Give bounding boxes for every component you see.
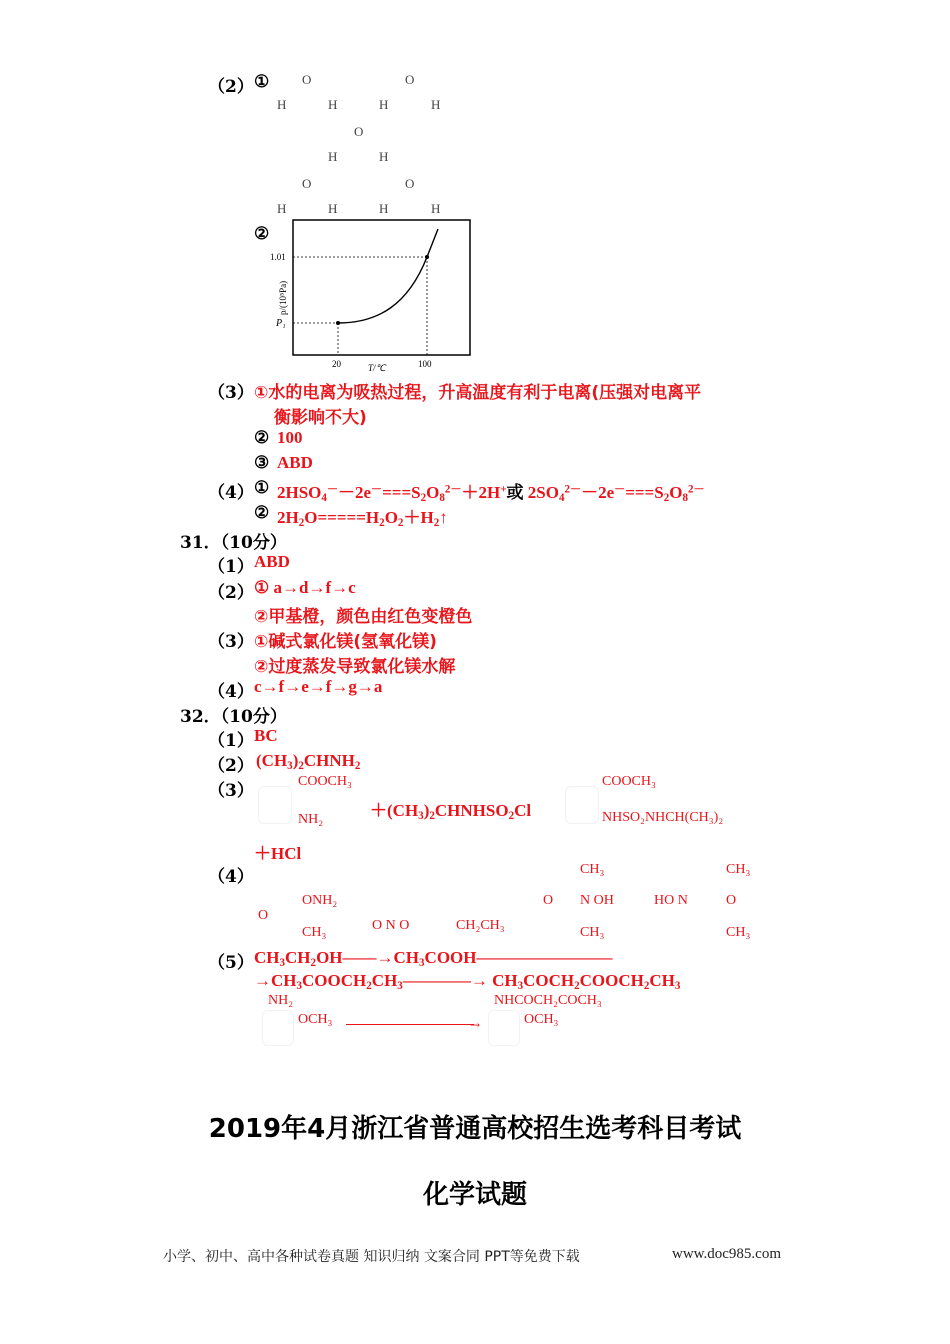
q30-part4-label: （4）	[208, 483, 254, 503]
q31-part3-label: （3）	[208, 632, 254, 652]
benzene-ring-icon	[262, 1010, 294, 1046]
struct-o: O	[258, 908, 269, 923]
q31-part4-answer: c→f→e→f→g→a	[254, 677, 383, 696]
q32-title: 32．（10分）	[180, 707, 287, 727]
benzene-ring-icon	[488, 1010, 520, 1046]
atom-h: H	[328, 97, 338, 112]
point-low	[336, 321, 340, 325]
struct-ch3: CH₃	[302, 925, 327, 940]
atom-h: H	[379, 97, 389, 112]
x-tick-100: 100	[418, 359, 432, 369]
q30-part3-sub2: ②	[254, 428, 270, 448]
q31-part3-answer1: ①碱式氯化镁(氢氧化镁)	[254, 632, 437, 652]
x-axis-label: T/℃	[368, 363, 386, 373]
y-tick-low: P₁	[276, 318, 286, 329]
struct-n-oh: N OH	[580, 893, 614, 908]
atom-h: H	[379, 149, 389, 164]
struct-ch2ch3: CH₂CH₃	[456, 918, 505, 933]
x-tick-20: 20	[332, 359, 341, 369]
exam-title: 2019年4月浙江省普通高校招生选考科目考试	[208, 1114, 742, 1144]
struct-ch3: CH₃	[726, 925, 751, 940]
vapor-pressure-curve	[338, 229, 438, 323]
struct-nhcoch2coch3: NHCOCH₂COCH₃	[494, 993, 602, 1008]
struct-och3: OCH₃	[524, 1012, 559, 1027]
q30-part2-label: （2）	[208, 77, 254, 97]
atom-o: O	[302, 176, 312, 191]
q32-part5-step2: $\to CH_3COOCH_2CH_3————\to$ $CH_3COCH_2COOCH_2CH_3$	[254, 971, 681, 992]
struct-ho-n: HO N	[654, 893, 688, 908]
y-tick-top: 1.01	[270, 252, 286, 262]
struct-o: O	[726, 893, 737, 908]
q32-part2-label: （2）	[208, 756, 254, 776]
substituent-nh2: NH₂	[298, 812, 324, 827]
footer-ad-text: 小学、初中、高中各种试卷真题 知识归纳 文案合同 PPT等免费下载	[163, 1249, 580, 1265]
exam-subject: 化学试题	[422, 1180, 527, 1210]
q32-part3-label: （3）	[208, 781, 254, 801]
q32-part1-label: （1）	[208, 731, 254, 751]
q32-part1-answer: BC	[254, 726, 278, 745]
struct-o: O	[543, 893, 554, 908]
footer-link[interactable]: www.doc985.com	[672, 1246, 782, 1262]
atom-h: H	[277, 201, 287, 216]
q30-part3-sub3: ③	[254, 453, 270, 473]
q32-part4-label: （4）	[208, 867, 254, 887]
struct-ch3: CH₃	[580, 925, 605, 940]
q32-part3-reagent: $+(CH_3)_2CHNHSO_2Cl$	[370, 801, 532, 822]
q30-part3-answer1: ①水的电离为吸热过程，升高温度有利于电离(压强对电离平	[254, 383, 702, 403]
substituent-nhso2: NHSO₂NHCH(CH₃)₂	[602, 810, 724, 825]
atom-h: H	[328, 149, 338, 164]
q31-part4-label: （4）	[208, 682, 254, 702]
q30-part3-answer3: ABD	[277, 453, 313, 472]
atom-o: O	[405, 176, 415, 191]
substituent-cooch3: COOCH₃	[602, 774, 656, 789]
atom-o: O	[354, 124, 364, 139]
q30-part2-sub1: ①	[254, 72, 270, 92]
point-high	[425, 255, 429, 259]
y-axis-label: p/(10⁵Pa)	[278, 280, 288, 315]
q32-part5-label: （5）	[208, 953, 254, 973]
struct-ch3: CH₃	[726, 862, 751, 877]
arrow-head-icon: →	[470, 1018, 481, 1032]
q31-part1-label: （1）	[208, 557, 254, 577]
q31-title: 31．（10分）	[180, 533, 287, 553]
benzene-ring-icon	[258, 786, 292, 824]
q31-part1-answer: ABD	[254, 552, 290, 571]
q31-part2-label: （2）	[208, 583, 254, 603]
struct-o-n-o: O N O	[372, 918, 410, 933]
q30-part4-sub1: ①	[254, 478, 270, 498]
reaction-arrow	[346, 1024, 474, 1025]
atom-h: H	[277, 97, 287, 112]
struct-onh2: ONH₂	[302, 893, 338, 908]
atom-o: O	[302, 72, 312, 87]
q31-part3-answer2: ②过度蒸发导致氯化镁水解	[254, 657, 456, 677]
q31-part2-answer2: ②甲基橙，颜色由红色变橙色	[254, 607, 473, 627]
atom-o: O	[405, 72, 415, 87]
q32-part5-step1: $CH_3CH_2OH——\to CH_3COOH————————$	[254, 948, 613, 969]
struct-nh2: NH₂	[268, 993, 294, 1008]
q32-part2-answer: $(CH_3)_2CHNH_2$	[256, 751, 361, 772]
atom-h: H	[431, 201, 441, 216]
q30-part3-answer2: 100	[277, 428, 303, 447]
q30-part3-label: （3）	[208, 383, 254, 403]
struct-och3: OCH₃	[298, 1012, 333, 1027]
atom-h: H	[328, 201, 338, 216]
atom-h: H	[379, 201, 389, 216]
q30-part3-answer1-cont: 衡影响不大)	[274, 408, 367, 428]
q30-part4-answer1: $2HSO_4^--2e^-===S_2O_8^{2-}+2H^+$或 $2SO_4^{2-}-2e^-===S_2O_8^{2-}$	[277, 483, 705, 504]
chart-frame	[293, 220, 470, 355]
pressure-temperature-chart	[268, 215, 478, 375]
q30-part4-answer2: $2H_2O=====H_2O_2+H_2↑$	[277, 508, 448, 529]
q30-part2-sub2: ②	[254, 224, 270, 244]
q30-part4-sub2: ②	[254, 503, 270, 523]
benzene-ring-icon	[565, 786, 599, 824]
q31-part2-answer1: ① a→d→f→c	[254, 578, 356, 597]
q32-part3-hcl: ＋HCl	[254, 844, 302, 863]
substituent-cooch3: COOCH₃	[298, 774, 352, 789]
struct-ch3: CH₃	[580, 862, 605, 877]
atom-h: H	[431, 97, 441, 112]
